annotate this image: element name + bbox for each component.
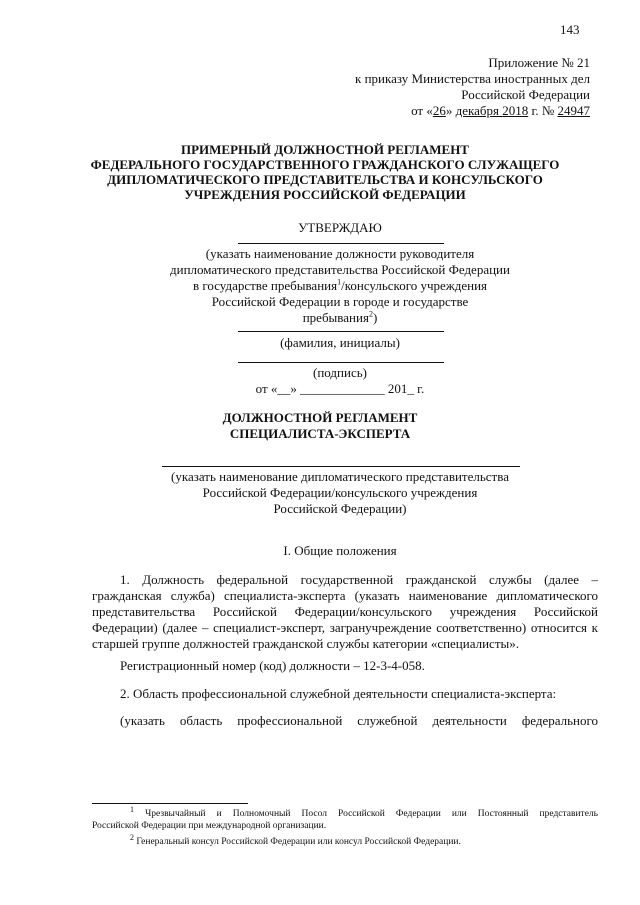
title-line-3: ДИПЛОМАТИЧЕСКОГО ПРЕДСТАВИТЕЛЬСТВА И КОНСУЛЬСКОГО: [107, 172, 543, 187]
paragraph-1-line-2: гражданская служба) специалиста-эксперта (указать наименование дипломатического: [92, 588, 598, 603]
appendix-header: [190, 55, 590, 119]
signature-caption: (подпись): [313, 365, 367, 380]
section-heading: I. Общие положения: [283, 543, 397, 558]
signature-line: [238, 362, 444, 363]
name-line: [238, 331, 444, 332]
title-line-1: ПРИМЕРНЫЙ ДОЛЖНОСТНОЙ РЕГЛАМЕНТ: [181, 142, 469, 157]
document-title: [60, 142, 590, 202]
paragraph-3: (указать область профессиональной служебной деятельности федерального: [120, 713, 598, 728]
appendix-number: Приложение № 21: [488, 55, 590, 70]
title-line-4: УЧРЕЖДЕНИЯ РОССИЙСКОЙ ФЕДЕРАЦИИ: [184, 187, 466, 202]
approval-date: от «__» _____________ 201_ г.: [255, 381, 425, 396]
footnote-2-number: 2: [130, 832, 134, 842]
regulation-title: [190, 410, 450, 442]
institution-caption: (указать наименование дипломатического представительства Российской Федерации/консульского учреждения Российской Федерации): [171, 469, 509, 516]
position-caption: (указать наименование должности руководителя дипломатического представительства Российской Федерации в государстве пребывания$^1$/консульского учреждения Российской Федерации в городе и государстве пребывания$^2$): [170, 246, 510, 325]
paragraph-1-line-1: 1. Должность федеральной государственной гражданской службы (далее –: [120, 572, 598, 587]
paragraph-1-line-4: Федерации) (далее – специалист-эксперт, загранучреждение соответственно) относится к: [92, 620, 598, 635]
appendix-ministry: Российской Федерации: [461, 87, 590, 102]
paragraph-2: 2. Область профессиональной служебной деятельности специалиста-эксперта:: [120, 686, 557, 701]
order-month: декабря: [455, 103, 503, 118]
paragraph-1: [92, 572, 598, 652]
paragraph-1-line-3: представительства Российской Федерации/консульского учреждения Российской: [92, 604, 598, 619]
title-line-2: ФЕДЕРАЛЬНОГО ГОСУДАРСТВЕННОГО ГРАЖДАНСКОГО СЛУЖАЩЕГО: [90, 157, 560, 172]
order-day: 26: [432, 103, 446, 118]
page-number: 143: [560, 22, 580, 37]
appendix-date: от «26» декабря 2018 г. № 24947: [411, 103, 590, 118]
appendix-order-line: к приказу Министерства иностранных дел: [355, 71, 590, 86]
order-number: 24947: [557, 103, 590, 118]
approval-heading: УТВЕРЖДАЮ: [298, 220, 382, 235]
regulation-title-line-2: СПЕЦИАЛИСТА-ЭКСПЕРТА: [229, 426, 411, 441]
footnote-2: $^2$ Генеральный консул Российской Федерации или консул Российской Федерации.: [130, 832, 461, 847]
position-line: [238, 243, 444, 244]
paragraph-1-line-5: старшей группе должностей гражданской службы категории «специалисты».: [92, 636, 519, 651]
footnote-separator: [92, 803, 248, 804]
footnote-1: $^1$ Чрезвычайный и Полномочный Посол Российской Федерации или Постоянный представитель Российской Федерации при международной организации.: [92, 804, 598, 831]
regulation-title-line-1: ДОЛЖНОСТНОЙ РЕГЛАМЕНТ: [222, 410, 418, 425]
registration-number: Регистрационный номер (код) должности – 12-3-4-058.: [120, 658, 425, 673]
footnote-1-number: 1: [130, 804, 134, 814]
order-year: 2018: [502, 103, 529, 118]
name-caption: (фамилия, инициалы): [280, 335, 400, 350]
institution-line: [162, 466, 520, 467]
